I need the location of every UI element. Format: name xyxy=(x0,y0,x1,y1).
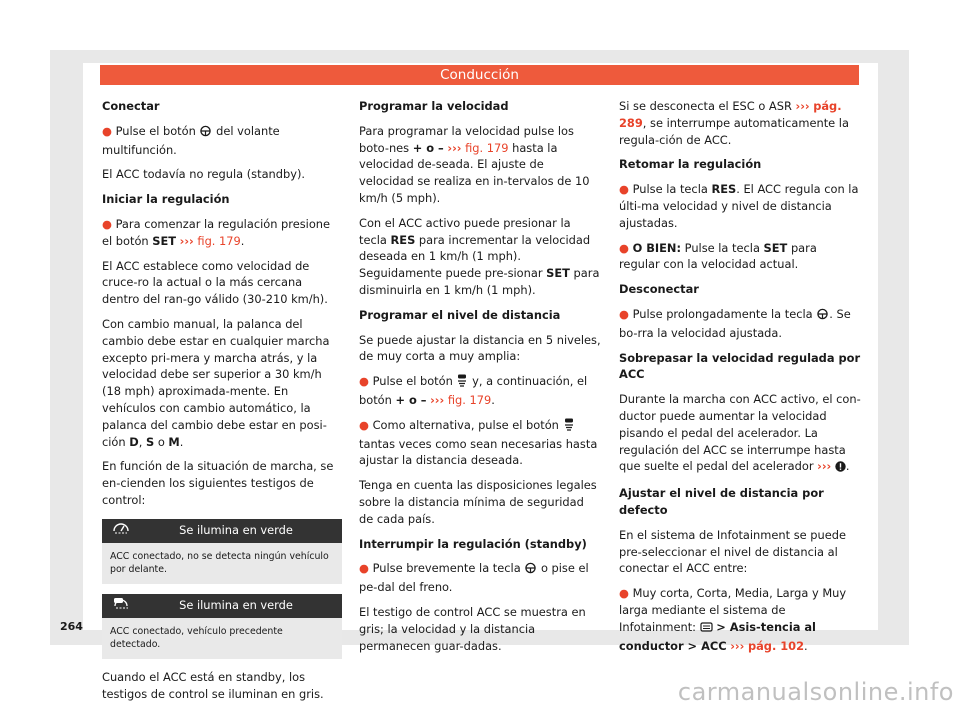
text: Para comenzar la regulación presione el botón xyxy=(102,216,331,248)
paragraph: Durante la marcha con ACC activo, el con-ductor puede aumentar la velocidad pisando el pedal del acelerador. La regulación del ACC se interrumpe hasta que suelte el pedal del acelerador ››› . xyxy=(619,391,861,477)
paragraph: El testigo de control ACC se muestra en gris; la velocidad y la distancia permanecen guar-dadas. xyxy=(359,604,586,653)
set-button-icon: SET xyxy=(152,233,177,248)
heading-iniciar: Iniciar la regulación xyxy=(102,192,230,207)
acc-speedometer-icon xyxy=(112,522,140,539)
text: para disminuirla en 1 km/h (1 mph). xyxy=(359,266,600,297)
heading-conectar: Conectar xyxy=(102,99,160,113)
set-button-icon: SET xyxy=(546,266,570,281)
bullet-retomar-2 xyxy=(619,240,861,274)
figure-link[interactable]: fig. 179 xyxy=(197,233,241,248)
heading-ajustar: Ajustar el nivel de distancia por defecto xyxy=(619,486,824,517)
cross-ref-arrow: ››› xyxy=(447,140,462,155)
indicator-box-1-title: Se ilumina en verde xyxy=(179,523,293,538)
cross-ref-arrow: ››› xyxy=(179,233,194,248)
column-2 xyxy=(359,98,601,662)
text: . xyxy=(804,638,808,653)
page-link[interactable]: pág. 289 xyxy=(619,99,842,130)
paragraph: Se puede ajustar la distancia en 5 niveles, de muy corta a muy amplia: xyxy=(359,332,601,364)
heading-retomar: Retomar la regulación xyxy=(619,157,762,172)
paragraph: El ACC todavía no regula (standby). xyxy=(102,167,306,182)
indicator-box-2-title: Se ilumina en verde xyxy=(179,598,293,613)
text: Durante la marcha con ACC activo, el con-ductor puede aumentar la velocidad pisando el pedal del acelerador. La regulación del ACC se interrumpe hasta que suelte el pedal del acelerador xyxy=(619,392,861,474)
bullet-distancia-1: ● Pulse el botón y, a continuación, el botón + o – ››› fig. 179. xyxy=(359,374,588,407)
bullet-glyph: ● xyxy=(359,374,369,389)
set-button-icon: SET xyxy=(763,240,788,255)
bullet-glyph: ● xyxy=(359,561,369,576)
text: del volante multifunción. xyxy=(102,123,280,157)
res-button-icon: RES xyxy=(711,182,737,197)
text: Pulse la tecla xyxy=(632,182,708,197)
acc-steering-wheel-icon xyxy=(524,562,537,579)
cross-ref-arrow: ››› xyxy=(795,99,810,113)
acc-steering-wheel-icon xyxy=(816,308,829,325)
text: para incrementar la velocidad deseada en 1 km/h (1 mph). Seguidamente puede pre-sionar xyxy=(359,232,591,281)
paragraph: En función de la situación de marcha, se en-cienden los siguientes testigos de control: xyxy=(102,459,334,507)
distance-icon xyxy=(563,418,575,436)
text: Pulse prolongadamente la tecla xyxy=(632,306,813,321)
gear-m: M xyxy=(168,434,180,449)
bullet-desconectar xyxy=(619,306,861,342)
bullet-glyph: ● xyxy=(102,123,112,138)
watermark: carmanualsonline.info xyxy=(677,678,954,706)
paragraph: El ACC establece como velocidad de cruce-ro la actual o la más cercana dentro del ran-go válido (30-210 km/h). xyxy=(102,258,328,307)
bullet-ajustar xyxy=(619,585,861,654)
indicator-box-1-header xyxy=(102,519,342,543)
warning-icon[interactable] xyxy=(835,460,846,477)
bullet-interrumpir xyxy=(359,560,601,596)
section-header: Conducción xyxy=(100,65,859,85)
indicator-box-2-header xyxy=(102,594,342,618)
menu-path: > Asis-tencia al conductor > ACC xyxy=(619,619,816,653)
bullet-iniciar: ● Para comenzar la regulación presione el botón SET ››› fig. 179. xyxy=(102,216,331,248)
text: Si se desconecta el ESC o ASR xyxy=(619,99,792,113)
distance-icon xyxy=(456,374,468,392)
figure-link[interactable]: fig. 179 xyxy=(465,140,509,155)
text: . El ACC regula con la últi-ma velocidad y nivel de distancia ajustadas. xyxy=(619,182,859,230)
heading-programar-velocidad: Programar la velocidad xyxy=(359,99,509,113)
res-button-icon: RES xyxy=(390,232,416,247)
paragraph: Cuando el ACC está en standby, los testigos de control se iluminan en gris. xyxy=(102,669,324,701)
bullet-glyph: ● xyxy=(619,306,629,321)
text: Pulse la tecla xyxy=(684,240,760,255)
paragraph xyxy=(359,123,601,207)
text: Muy corta, Corta, Media, Larga y Muy larga mediante el sistema de Infotainment: xyxy=(619,586,847,634)
infotainment-icon xyxy=(700,621,713,638)
paragraph: En el sistema de Infotainment se puede pre-seleccionar el nivel de distancia al conectar el ACC entre: xyxy=(619,527,846,576)
figure-link[interactable]: fig. 179 xyxy=(447,392,492,407)
bullet-glyph: ● xyxy=(102,216,112,231)
page-link[interactable]: pág. 102 xyxy=(747,638,805,653)
indicator-box-1-body: ACC conectado, no se detecta ningún vehículo por delante. xyxy=(102,543,342,584)
bullet-glyph: ● xyxy=(359,417,369,432)
plus-minus-keys: + o – xyxy=(412,140,444,155)
heading-sobrepasar: Sobrepasar la velocidad regulada por ACC xyxy=(619,350,861,382)
paragraph xyxy=(619,98,861,148)
column-3 xyxy=(619,98,861,662)
heading-distancia: Programar el nivel de distancia xyxy=(359,307,561,322)
text: Con cambio manual, la palanca del cambio debe estar en cualquier marcha excepto pri-mera y marcha atrás, y la velocidad debe ser superior a 30 km/h (18 mph) aproximada-mente. En vehículos con cambio automático, la palanca del cambio debe estar en posi-ción xyxy=(102,316,330,449)
acc-steering-wheel-icon xyxy=(199,125,212,142)
gear-d: D xyxy=(129,434,139,449)
text: , se interrumpe automaticamente la regula-ción de ACC. xyxy=(619,115,849,147)
text: Pulse el botón xyxy=(372,374,453,389)
column-1 xyxy=(102,98,342,710)
bullet-glyph: ● xyxy=(619,182,629,197)
heading-desconectar: Desconectar xyxy=(619,282,699,297)
text: Pulse brevemente la tecla xyxy=(372,561,521,576)
gear-s: S xyxy=(145,434,155,449)
paragraph-gear: Con cambio manual, la palanca del cambio debe estar en cualquier marcha excepto pri-mera y marcha atrás, y la velocidad debe ser superior a 30 km/h (18 mph) aproximada-mente. En vehículos con cambio automático, la palanca del cambio debe estar en posi-ción D, S o M. xyxy=(102,316,330,449)
cross-ref-arrow: ››› xyxy=(430,392,445,407)
bullet-glyph: ● xyxy=(619,240,629,255)
cross-ref-arrow: ››› xyxy=(817,459,832,474)
alt-label: O BIEN: xyxy=(632,240,682,255)
text: tantas veces como sean necesarias hasta ajustar la distancia deseada. xyxy=(359,436,598,468)
text: Con el ACC activo puede presionar la tecla xyxy=(359,215,571,247)
page-number: 264 xyxy=(60,620,83,633)
car-ahead-icon xyxy=(112,597,140,614)
heading-interrumpir: Interrumpir la regulación (standby) xyxy=(359,536,587,551)
text: para regular con la velocidad actual. xyxy=(619,240,817,272)
paragraph: Tenga en cuenta las disposiciones legales sobre la distancia mínima de seguridad de cada país. xyxy=(359,478,597,526)
cross-ref-arrow: ››› xyxy=(730,638,745,653)
bullet-glyph: ● xyxy=(619,586,629,601)
text: Para programar la velocidad pulse los boto-nes xyxy=(359,123,574,155)
text: . Se bo-rra la velocidad ajustada. xyxy=(619,306,851,340)
text: hasta la velocidad de-seada. El ajuste de velocidad se realiza en in-tervalos de 10 km/h (5 mph). xyxy=(359,140,590,205)
text: Pulse el botón xyxy=(115,123,196,138)
bullet-distancia-2 xyxy=(359,417,601,469)
text: o pise el pe-dal del freno. xyxy=(359,561,589,595)
text: o xyxy=(157,434,165,449)
bullet-retomar-1 xyxy=(619,181,861,231)
text: Como alternativa, pulse el botón xyxy=(372,417,559,432)
indicator-box-2-body: ACC conectado, vehículo precedente detectado. xyxy=(102,618,342,659)
paragraph xyxy=(359,215,601,299)
bullet-conectar xyxy=(102,123,342,159)
text: y, a continuación, el botón xyxy=(359,374,588,407)
plus-minus-keys: + o – xyxy=(395,392,427,407)
